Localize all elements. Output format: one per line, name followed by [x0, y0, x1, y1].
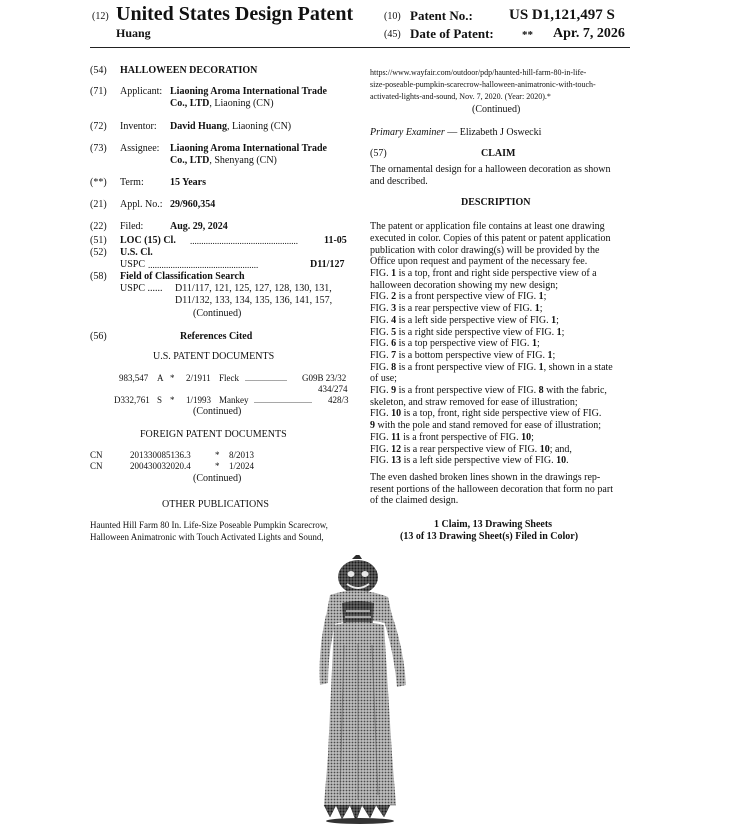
examiner-line: [370, 127, 541, 139]
figure-description-line: [370, 291, 546, 303]
appl-no-value: 29/960,354: [170, 199, 216, 210]
inventor-line: [170, 121, 291, 133]
assignee-line2: [170, 155, 277, 167]
figure-text: ; and,: [549, 443, 572, 455]
field-search-line1: D11/117, 121, 125, 127, 128, 130, 131,: [175, 283, 332, 294]
us-doc-number: D332,761: [114, 395, 150, 405]
figure-text: ;: [561, 326, 565, 338]
us-doc-kind: A: [157, 373, 164, 383]
figure-text: FIG.: [370, 385, 392, 396]
url-line1: https://www.wayfair.com/outdoor/pdp/haunted-hill-farm-80-in-life-: [370, 68, 587, 77]
filed-label: Filed:: [120, 221, 144, 232]
us-docs-title: U.S. PATENT DOCUMENTS: [153, 351, 275, 362]
figure-text: FIG.: [370, 408, 392, 420]
pumpkin-stem: [352, 555, 362, 559]
figure-text: halloween decoration showing my new design;: [370, 279, 559, 291]
figure-text: ;: [552, 349, 556, 361]
desc-line: publication with color drawing(s) will be provided by the: [370, 245, 600, 256]
us-doc-star: *: [170, 395, 175, 405]
us-doc-star: *: [170, 373, 175, 383]
figure-number: 13: [391, 455, 402, 467]
date-code: (45): [384, 29, 401, 40]
sheets-summary: (13 of 13 Drawing Sheet(s) Filed in Color): [400, 531, 579, 542]
figure-text: is a front perspective view of FIG.: [396, 385, 539, 396]
figure-description-line: [370, 455, 569, 467]
applicant-name-line2: Co., LTD: [170, 98, 210, 109]
us-doc-name: Fleck: [219, 373, 239, 383]
figure-description-line: [370, 280, 558, 292]
patent-no-label: Patent No.:: [410, 8, 473, 23]
foreign-doc-date: 8/2013: [229, 450, 255, 460]
patent-date: Apr. 7, 2026: [553, 26, 625, 41]
figure-number: 1: [551, 314, 557, 326]
us-docs-continued: (Continued): [193, 406, 242, 417]
figure-text: FIG.: [370, 361, 392, 373]
figure-description-line: [370, 397, 578, 409]
us-doc-dots: .............................: [254, 396, 312, 405]
foreign-doc-star: *: [215, 450, 220, 460]
figure-text: is a rear perspective view of FIG.: [396, 303, 535, 315]
figure-number: 9: [370, 420, 375, 432]
inventor-label: Inventor:: [120, 121, 157, 132]
field-22-code: (22): [90, 221, 107, 232]
term-label: Term:: [120, 177, 144, 188]
foreign-docs-title: FOREIGN PATENT DOCUMENTS: [140, 429, 287, 440]
claim-title: CLAIM: [481, 148, 516, 159]
figure-text: FIG.: [370, 338, 392, 350]
examiner-name: Elizabeth J Oswecki: [459, 127, 542, 138]
figure-number: 10: [391, 408, 402, 420]
figure-number: 5: [391, 326, 397, 338]
figure-description-line: [370, 420, 601, 432]
field-72-code: (72): [90, 121, 107, 132]
figure-text: is a front perspective view of FIG.: [396, 361, 539, 373]
figure-number: 1: [556, 326, 562, 338]
figure-number: 1: [538, 361, 544, 373]
figure-number: 9: [391, 385, 397, 396]
field-54-code: (54): [90, 65, 107, 76]
right-sleeve: [384, 615, 406, 687]
figure-text: is a bottom perspective view of FIG.: [396, 349, 548, 361]
figure-text: FIG.: [370, 303, 392, 315]
figure-number: 2: [391, 291, 397, 303]
figure-text: .: [566, 455, 569, 467]
assignee-name-line1: Liaoning Aroma International Trade: [170, 143, 327, 154]
field-52-code: (52): [90, 247, 107, 258]
desc-line: Office upon request and payment of the necessary fee.: [370, 256, 588, 267]
figure-text: is a front perspective view of FIG.: [396, 291, 539, 303]
url-line3: activated-lights-and-sound, Nov. 7, 2020. (Year: 2020).*: [370, 92, 551, 101]
figure-text: ;: [543, 291, 547, 303]
appl-no-label: Appl. No.:: [120, 199, 163, 210]
figure-text: FIG.: [370, 326, 392, 338]
figure-number: 1: [531, 338, 537, 350]
figure-text: is a front perspective of FIG.: [400, 431, 522, 443]
inventor-surname: Huang: [116, 26, 151, 40]
us-doc-class: G09B 23/32: [302, 373, 347, 383]
design-title: HALLOWEEN DECORATION: [120, 65, 258, 76]
figure-text: FIG.: [370, 455, 392, 467]
figure-description-line: [370, 303, 542, 315]
figure-description-line: [370, 338, 540, 350]
dashed-line-note: resent portions of the halloween decoration that form no part: [370, 484, 613, 495]
figure-text: is a left side perspective view of FIG.: [401, 455, 557, 467]
foreign-doc-country: CN: [90, 461, 103, 471]
uspc-label: USPC: [120, 259, 146, 270]
field-search-line2: D11/132, 133, 134, 135, 136, 141, 157,: [175, 295, 333, 306]
figure-text: ;: [539, 303, 543, 315]
patent-no-code: (10): [384, 11, 401, 22]
dashed-line-note: The even dashed broken lines shown in the drawings rep-: [370, 472, 601, 483]
field-search-uspc: USPC ......: [120, 283, 163, 294]
figure-description-line: [370, 408, 601, 420]
claim-line1: The ornamental design for a halloween decoration as shown: [370, 164, 611, 175]
loc-dots: ................................................: [190, 236, 298, 246]
figure-number: 6: [391, 338, 397, 350]
figure-text: with the fabric,: [543, 385, 607, 396]
applicant-place: , Liaoning (CN): [209, 98, 274, 109]
figure-text: is a left side perspective view of FIG.: [396, 314, 552, 326]
figure-description-line: [370, 268, 597, 280]
filed-value: Aug. 29, 2024: [170, 221, 228, 232]
field-58-code: (58): [90, 271, 107, 282]
dashed-line-note: of the claimed design.: [370, 495, 459, 506]
inventor-name: David Huang: [170, 121, 227, 132]
robe: [324, 622, 396, 805]
figure-number: 10: [539, 443, 550, 455]
desc-line: executed in color. Copies of this patent or patent application: [370, 233, 611, 244]
figure-text: ;: [536, 338, 540, 350]
examiner-separator: —: [444, 127, 460, 138]
us-doc-name: Mankey: [219, 395, 249, 405]
desc-line: The patent or application file contains at least one drawing: [370, 221, 605, 232]
assignee-label: Assignee:: [120, 143, 160, 154]
document-title: United States Design Patent: [116, 3, 354, 25]
figure-number: 3: [391, 303, 397, 315]
figure-text: FIG.: [370, 314, 392, 326]
applicant-label: Applicant:: [120, 86, 163, 97]
figure-text: FIG.: [370, 443, 392, 455]
us-doc-class2: 434/274: [318, 384, 348, 394]
description-title: DESCRIPTION: [461, 197, 531, 208]
other-publication-line1: Haunted Hill Farm 80 In. Life-Size Poseable Pumpkin Scarecrow,: [90, 520, 328, 530]
figure-number: 4: [391, 314, 397, 326]
claims-summary: 1 Claim, 13 Drawing Sheets: [434, 519, 553, 530]
figure-number: 1: [547, 349, 553, 361]
us-doc-date: 2/1911: [186, 373, 211, 383]
figure-text: skeleton, and straw removed for ease of illustration;: [370, 396, 578, 408]
figure-text: of use;: [370, 373, 397, 385]
figure-text: FIG.: [370, 291, 392, 303]
foreign-doc-country: CN: [90, 450, 103, 460]
figure-description-line: [370, 432, 534, 444]
figure-number: 1: [391, 268, 397, 279]
foreign-doc-date: 1/2024: [229, 461, 255, 471]
figure-text: is a right side perspective view of FIG.: [396, 326, 557, 338]
figure-text: FIG.: [370, 349, 392, 361]
foreign-docs-continued: (Continued): [193, 473, 242, 484]
figure-text: ;: [531, 431, 534, 443]
assignee-place: , Shenyang (CN): [209, 155, 277, 166]
uspc-dots: .................................................: [148, 260, 259, 270]
loc-label: LOC (15) Cl.: [120, 235, 176, 246]
field-search-label: Field of Classification Search: [120, 271, 245, 282]
figure-text: with the pole and stand removed for ease of illustration;: [375, 420, 602, 432]
us-doc-dots: .....................: [245, 374, 287, 383]
inventor-place: , Liaoning (CN): [226, 121, 292, 132]
figure-number: 11: [391, 431, 401, 443]
figure-text: is a rear perspective view of FIG.: [401, 443, 540, 455]
uspc-value: D11/127: [310, 259, 345, 270]
figure-text: FIG.: [370, 431, 392, 443]
field-search-continued: (Continued): [193, 308, 242, 319]
figure-description-line: [370, 362, 613, 374]
figure-text: is a top, front and right side perspective view of a: [396, 268, 597, 279]
field-73-code: (73): [90, 143, 107, 154]
kind-code: (12): [92, 11, 109, 22]
figure-description-line: [370, 444, 572, 456]
halloween-decoration-figure: [300, 555, 420, 825]
examiner-label: Primary Examiner: [370, 127, 445, 138]
figure-description-line: [370, 373, 397, 385]
applicant-line2: [170, 98, 274, 110]
us-cl-label: U.S. Cl.: [120, 247, 153, 258]
figure-text: ;: [556, 314, 559, 326]
figure-number: 12: [391, 443, 402, 455]
other-publications-title: OTHER PUBLICATIONS: [162, 499, 269, 510]
term-value: 15 Years: [170, 177, 207, 188]
figure-description-line: [370, 315, 559, 327]
claim-code: (57): [370, 148, 387, 159]
figure-description-line: [370, 350, 555, 362]
field-51-code: (51): [90, 235, 107, 246]
foreign-doc-number: 200430032020.4: [130, 461, 191, 471]
figure-number: 10: [521, 431, 532, 443]
header-rule: [90, 47, 630, 48]
url-line2: size-poseable-pumpkin-scarecrow-halloween-animatronic-with-touch-: [370, 80, 596, 89]
claim-line2: and described.: [370, 176, 428, 187]
loc-value: 11-05: [324, 235, 347, 246]
references-cited-label: References Cited: [180, 331, 253, 342]
us-doc-class: 428/3: [328, 395, 349, 405]
figure-number: 8: [538, 385, 544, 396]
figure-text: , shown in a state: [543, 361, 613, 373]
figure-number: 8: [391, 361, 397, 373]
figure-number: 7: [391, 349, 397, 361]
us-doc-kind: S: [157, 395, 163, 405]
stand-base: [326, 818, 394, 824]
figure-text: is a top perspective view of FIG.: [396, 338, 532, 350]
assignee-name-line2: Co., LTD: [170, 155, 210, 166]
field-56-code: (56): [90, 331, 107, 342]
field-21-code: (21): [90, 199, 107, 210]
figure-number: 1: [534, 303, 540, 315]
foreign-doc-star: *: [215, 461, 220, 471]
figure-number: 10: [556, 455, 567, 467]
right-continued: (Continued): [472, 104, 521, 115]
us-doc-date: 1/1993: [186, 395, 212, 405]
figure-number: 1: [538, 291, 544, 303]
date-label: Date of Patent:: [410, 26, 494, 41]
applicant-name-line1: Liaoning Aroma International Trade: [170, 86, 327, 97]
field-71-code: (71): [90, 86, 107, 97]
foreign-doc-number: 201330085136.3: [130, 450, 191, 460]
figure-text: FIG.: [370, 268, 392, 279]
term-code: (**): [90, 177, 107, 188]
other-publication-line2: Halloween Animatronic with Touch Activated Lights and Sound,: [90, 532, 324, 542]
figure-description-line: [370, 327, 564, 339]
patent-number: US D1,121,497 S: [509, 7, 615, 23]
figure-text: is a top, front, right side perspective view of FIG.: [401, 408, 602, 420]
figure-description-line: [370, 385, 607, 397]
us-doc-number: 983,547: [119, 373, 149, 383]
date-marker: **: [522, 29, 533, 41]
